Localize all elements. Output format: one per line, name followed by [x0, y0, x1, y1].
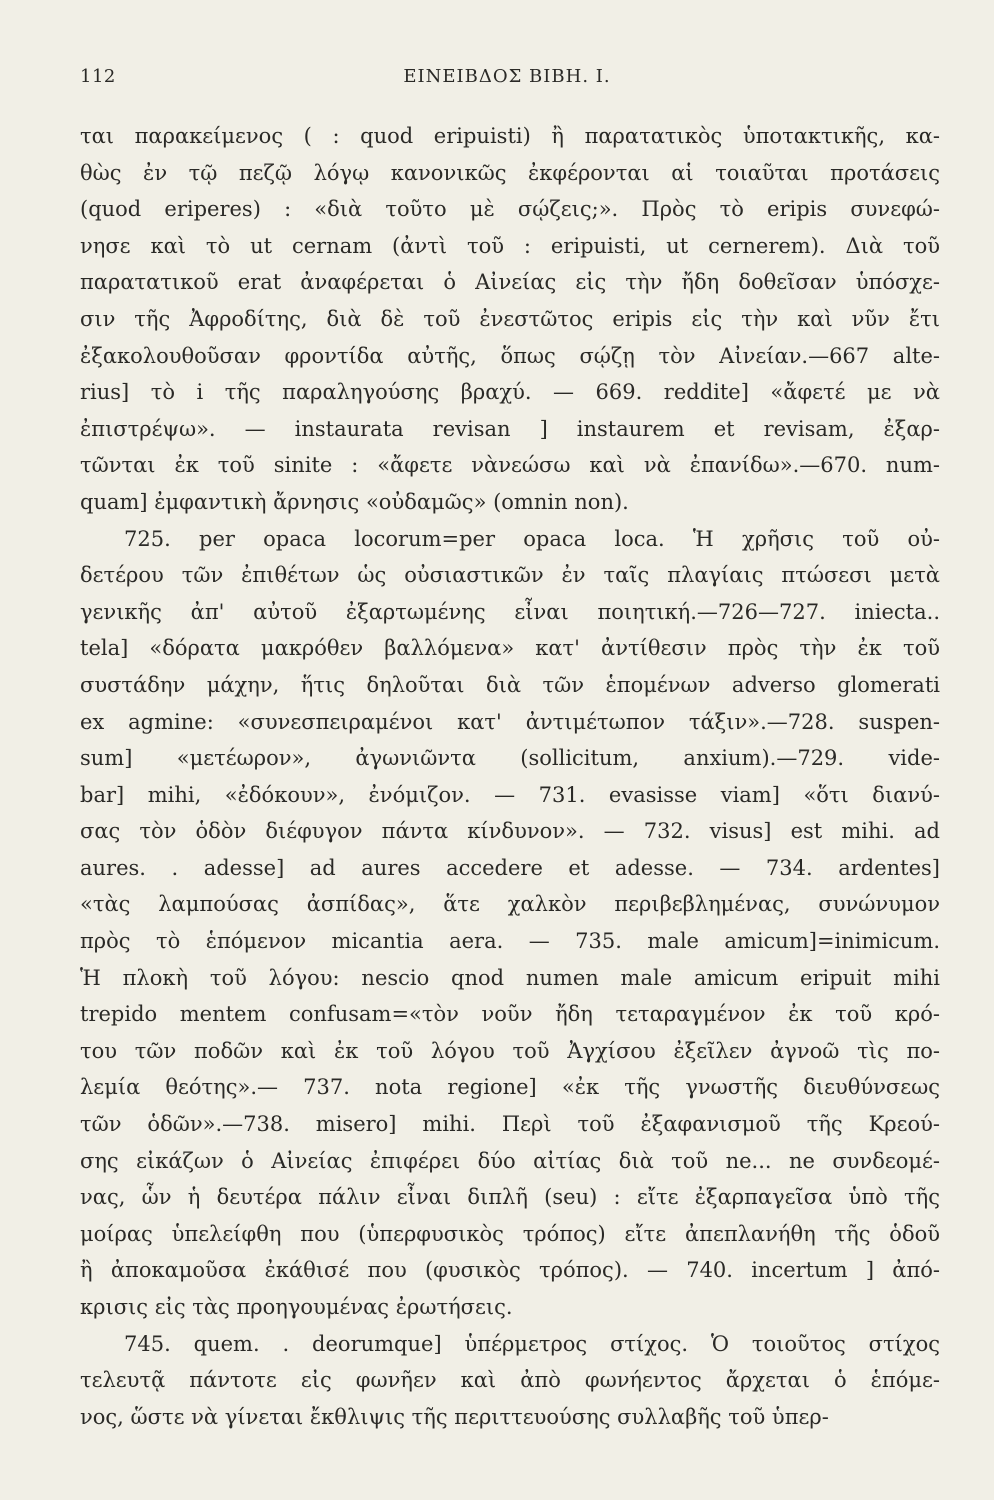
text-line: ται παρακείμενος ( : quod eripuisti) ἢ παρατατικὸς ὑποτακτικῆς, κα- [80, 124, 940, 148]
text-line: quam] ἐμφαντικὴ ἄρνησις «οὐδαμῶς» (omnin non). [80, 489, 629, 514]
running-title: ΕΙΝΕΙΒΔΟΣ ΒΙΒΗ. I. [403, 66, 611, 87]
text-line: ἢ ἀποκαμοῦσα ἐκάθισέ που (φυσικὸς τρόπος). — 740. incertum ] ἀπό- [80, 1258, 940, 1283]
text-line: σης εἰκάζων ὁ Αἰνείας ἐπιφέρει δύο αἰτίας διὰ τοῦ ne... ne συνδεομέ- [80, 1148, 940, 1173]
text-line: 745. quem. . deorumque] ὑπέρμετρος στίχος. Ὁ τοιοῦτος στίχος [124, 1331, 940, 1356]
text-line: μοίρας ὑπελείφθη που (ὑπερφυσικὸς τρόπος) εἴτε ἀπεπλανήθη τῆς ὁδοῦ [80, 1221, 940, 1246]
text-line: νας, ὧν ἡ δευτέρα πάλιν εἶναι διπλῆ (seu) : εἴτε ἐξαρπαγεῖσα ὑπὸ τῆς [80, 1185, 940, 1210]
text-line: bar] mihi, «ἐδόκουν», ἐνόμιζον. — 731. evasisse viam] «ὅτι διανύ- [80, 782, 940, 807]
text-line: tela] «δόρατα μακρόθεν βαλλόμενα» κατ' ἀντίθεσιν πρὸς τὴν ἐκ τοῦ [80, 636, 940, 661]
text-line: του τῶν ποδῶν καὶ ἐκ τοῦ λόγου τοῦ Ἀγχίσου ἐξεῖλεν ἀγνοῶ τὶς πο- [80, 1038, 940, 1063]
text-line: συστάδην μάχην, ἥτις δηλοῦται διὰ τῶν ἑπομένων adverso glomerati [80, 672, 940, 697]
text-line: 725. per opaca locorum=per opaca loca. Ἡ χρῆσις τοῦ οὐ- [124, 526, 940, 551]
text-line: τῶνται ἐκ τοῦ sinite : «ἄφετε νὰνεώσω καὶ νὰ ἐπανίδω».—670. num- [80, 453, 940, 478]
text-line: νος, ὥστε νὰ γίνεται ἔκθλιψις τῆς περιττευούσης συλλαβῆς τοῦ ὑπερ- [80, 1404, 829, 1429]
commentary-text [80, 118, 940, 1435]
text-line: sum] «μετέωρον», ἀγωνιῶντα (sollicitum, anxium).—729. vide- [80, 746, 940, 771]
text-line: σιν τῆς Ἀφροδίτης, διὰ δὲ τοῦ ἐνεστῶτος eripis εἰς τὴν καὶ νῦν ἔτι [80, 306, 940, 331]
text-line: «τὰς λαμπούσας ἀσπίδας», ἅτε χαλκὸν περιβεβλημένας, συνώνυμον [80, 892, 940, 917]
running-head [80, 66, 934, 94]
text-line: ex agmine: «συνεσπειραμένοι κατ' ἀντιμέτωπον τάξιν».—728. suspen- [80, 709, 940, 734]
text-line: παρατατικοῦ erat ἀναφέρεται ὁ Αἰνείας εἰς τὴν ἤδη δοθεῖσαν ὑπόσχε- [80, 270, 940, 295]
text-line: ἐπιστρέψω». — instaurata revisan ] instaurem et revisam, ἐξαρ- [80, 416, 940, 441]
text-line: aures. . adesse] ad aures accedere et adesse. — 734. ardentes] [80, 855, 940, 880]
text-line: θὼς ἐν τῷ πεζῷ λόγῳ κανονικῶς ἐκφέρονται αἱ τοιαῦται προτάσεις [80, 160, 940, 185]
text-line: trepido mentem confusam=«τὸν νοῦν ἤδη τεταραγμένον ἐκ τοῦ κρό- [80, 1002, 940, 1027]
page-number: 112 [80, 66, 116, 87]
text-line: σας τὸν ὁδὸν διέφυγον πάντα κίνδυνον». — 732. visus] est mihi. ad [80, 819, 940, 844]
paragraph [80, 1326, 940, 1436]
text-line: νησε καὶ τὸ ut cernam (ἀντὶ τοῦ : eripuisti, ut cernerem). Διὰ τοῦ [80, 233, 940, 258]
text-line: Ἡ πλοκὴ τοῦ λόγου: nescio qnod numen male amicum eripuit mihi [80, 965, 940, 990]
text-line: rius] τὸ i τῆς παραληγούσης βραχύ. — 669. reddite] «ἄφετέ με νὰ [80, 380, 940, 405]
text-line: πρὸς τὸ ἑπόμενον micantia aera. — 735. male amicum]=inimicum. [80, 929, 940, 954]
text-line: ἐξακολουθοῦσαν φροντίδα αὐτῆς, ὅπως σῴζῃ τὸν Αἰνείαν.—667 alte- [80, 343, 940, 368]
text-line: λεμία θεότης».— 737. nota regione] «ἐκ τῆς γνωστῆς διευθύνσεως [80, 1075, 940, 1100]
text-line: κρισις εἰς τὰς προηγουμένας ἐρωτήσεις. [80, 1295, 513, 1319]
paragraph [80, 521, 940, 1326]
text-line: τῶν ὁδῶν».—738. misero] mihi. Περὶ τοῦ ἐξαφανισμοῦ τῆς Κρεού- [80, 1112, 940, 1137]
text-line: δετέρου τῶν ἐπιθέτων ὡς οὐσιαστικῶν ἐν ταῖς πλαγίαις πτώσεσι μετὰ [80, 563, 940, 588]
text-line: (quod eriperes) : «διὰ τοῦτο μὲ σῴζεις;». Πρὸς τὸ eripis συνεφώ- [80, 197, 940, 222]
text-line: τελευτᾷ πάντοτε εἰς φωνῆεν καὶ ἀπὸ φωνήεντος ἄρχεται ὁ ἑπόμε- [80, 1368, 940, 1393]
paragraph [80, 118, 940, 521]
text-line: γενικῆς ἀπ' αὐτοῦ ἐξαρτωμένης εἶναι ποιητική.—726—727. iniecta.. [80, 599, 940, 624]
